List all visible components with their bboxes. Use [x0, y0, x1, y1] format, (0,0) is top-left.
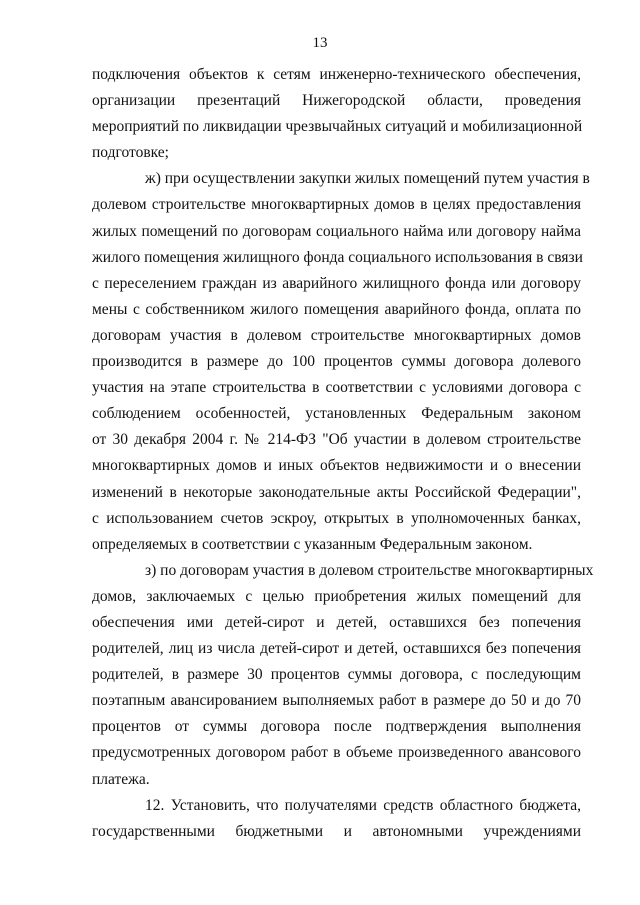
- text-line: с переселением граждан из аварийного жилищного фонда или договору: [92, 274, 581, 292]
- text-line: предусмотренных договором работ в объеме произведенного авансового: [92, 744, 581, 762]
- text-line: государственными бюджетными и автономными учреждениями: [92, 822, 581, 840]
- text-line: определяемых в соответствии с указанным Федеральным законом.: [92, 535, 533, 553]
- text-line: изменений в некоторые законодательные акты Российской Федерации",: [92, 483, 581, 501]
- text-line: организации презентаций Нижегородской области, проведения: [92, 92, 581, 110]
- text-line: многоквартирных домов и иных объектов недвижимости и о внесении: [92, 457, 581, 475]
- text-line: жилого помещения жилищного фонда социального использования в связи: [92, 248, 583, 266]
- paragraph-continuation: [92, 62, 581, 166]
- text-line: долевом строительстве многоквартирных домов в целях предоставления: [92, 196, 581, 214]
- text-line: родителей, в размере 30 процентов суммы договора, с последующим: [92, 666, 581, 684]
- document-body: [92, 62, 594, 845]
- text-line: з) по договорам участия в долевом строительстве многоквартирных: [145, 561, 594, 579]
- text-line: от 30 декабря 2004 г. № 214-ФЗ "Об участии в долевом строительстве: [92, 431, 581, 449]
- text-line: процентов от суммы договора после подтверждения выполнения: [92, 718, 581, 736]
- text-line: ж) при осуществлении закупки жилых помещений путем участия в: [145, 170, 590, 188]
- text-line: родителей, лиц из числа детей-сирот и детей, оставшихся без попечения: [92, 640, 581, 658]
- paragraph-item-z: [92, 558, 594, 793]
- text-line: подготовке;: [92, 144, 169, 162]
- text-line: мероприятий по ликвидации чрезвычайных ситуаций и мобилизационной: [92, 118, 583, 136]
- text-line: договорам участия в долевом строительстве многоквартирных домов: [92, 326, 581, 344]
- text-line: участия на этапе строительства в соответствии с условиями договора с: [92, 379, 581, 397]
- paragraph-item-12: [92, 793, 581, 845]
- text-line: мены с собственником жилого помещения аварийного фонда, оплата по: [92, 300, 581, 318]
- text-line: домов, заключаемых с целью приобретения жилых помещений для: [92, 587, 581, 605]
- text-line: поэтапным авансированием выполняемых работ в размере до 50 и до 70: [92, 692, 581, 710]
- text-line: 12. Установить, что получателями средств областного бюджета,: [145, 796, 581, 814]
- text-line: обеспечения ими детей-сирот и детей, оставшихся без попечения: [92, 613, 581, 631]
- text-line: платежа.: [92, 770, 150, 788]
- text-line: подключения объектов к сетям инженерно-технического обеспечения,: [92, 66, 581, 83]
- text-line: соблюдением особенностей, установленных Федеральным законом: [92, 405, 581, 423]
- paragraph-item-zh: [92, 166, 590, 557]
- text-line: производится в размере до 100 процентов суммы договора долевого: [92, 353, 581, 371]
- text-line: жилых помещений по договорам социального найма или договору найма: [92, 222, 581, 240]
- text-line: с использованием счетов эскроу, открытых в уполномоченных банках,: [92, 509, 581, 527]
- page-number: 13: [312, 35, 328, 51]
